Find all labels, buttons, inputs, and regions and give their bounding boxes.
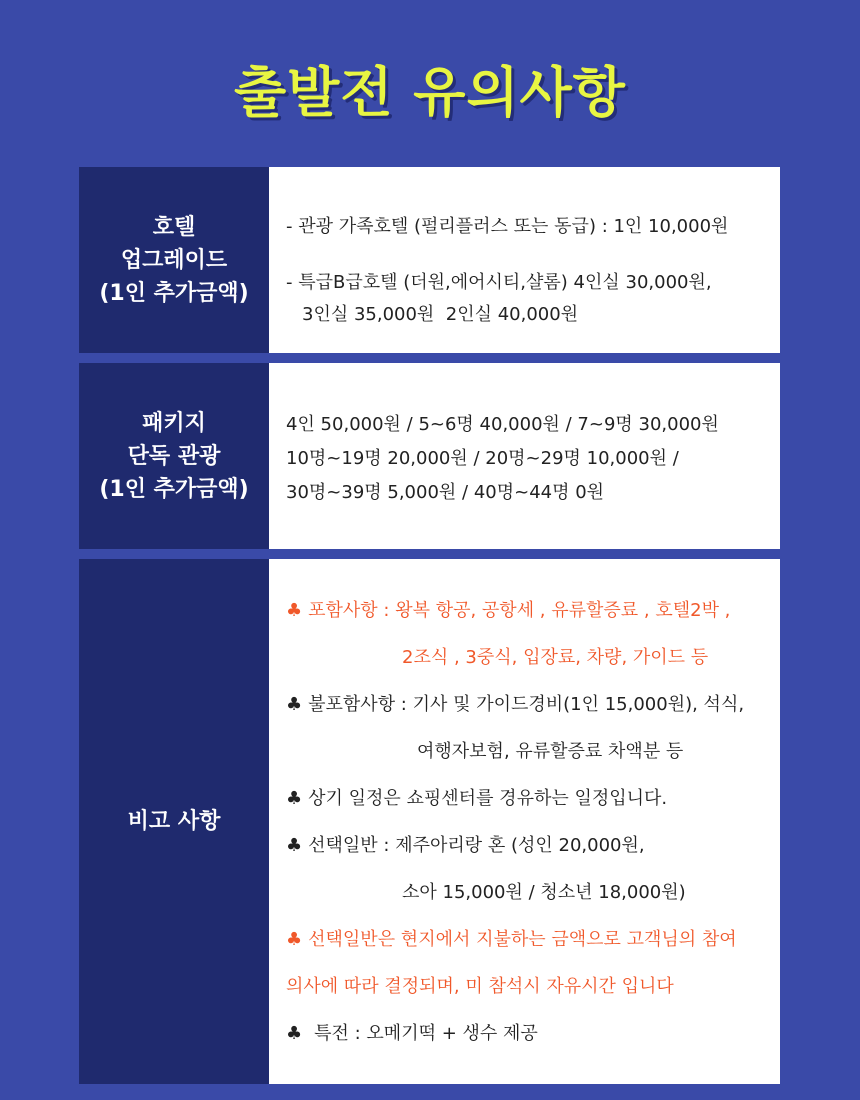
hotel-line-1: - 관광 가족호텔 (펄리플러스 또는 동급) : 1인 10,000원 (286, 216, 729, 237)
hotel-line-2: - 특급B급호텔 (더원,에어시티,샬롬) 4인실 30,000원, (286, 272, 712, 293)
club-icon: ♣ (286, 929, 303, 950)
included-line-2: 2조식 , 3중식, 입장료, 차량, 가이드 등 (402, 647, 709, 668)
package-line-2: 10명~19명 20,000원 / 20명~29명 10,000원 / (286, 448, 679, 469)
hotel-upgrade-content (269, 167, 780, 353)
club-icon: ♣ (286, 600, 303, 621)
club-icon: ♣ (286, 694, 303, 715)
page-title: 출발전 유의사항 (234, 61, 626, 124)
package-tour-label: 패키지 단독 관광 (1인 추가금액) (79, 363, 269, 549)
excluded-line-2: 여행자보험, 유류할증료 차액분 등 (417, 741, 684, 762)
shopping-line: ♣ 상기 일정은 쇼핑센터를 경유하는 일정입니다. (286, 775, 780, 822)
package-tour-content (269, 363, 780, 549)
excluded-line-1: ♣ 불포함사항 : 기사 및 가이드경비(1인 15,000원), 석식, (286, 681, 780, 728)
option-line-1: ♣ 선택일반 : 제주아리랑 혼 (성인 20,000원, (286, 822, 780, 869)
package-line-1: 4인 50,000원 / 5~6명 40,000원 / 7~9명 30,000원 (286, 414, 719, 435)
hotel-upgrade-label: 호텔 업그레이드 (1인 추가금액) (79, 167, 269, 353)
warning-line-1: ♣ 선택일반은 현지에서 지불하는 금액으로 고객님의 참여 (286, 916, 780, 963)
option-line-2: 소아 15,000원 / 청소년 18,000원) (402, 882, 686, 903)
hotel-upgrade-row (79, 167, 780, 353)
package-tour-row (79, 363, 780, 549)
included-line-1: ♣ 포함사항 : 왕복 항공, 공항세 , 유류할증료 , 호텔2박 , (286, 587, 780, 634)
club-icon: ♣ (286, 788, 303, 809)
hotel-line-3: 3인실 35,000원 2인실 40,000원 (302, 304, 579, 325)
package-line-3: 30명~39명 5,000원 / 40명~44명 0원 (286, 482, 605, 503)
notes-row (79, 559, 780, 1084)
benefit-line: ♣ 특전 : 오메기떡 + 생수 제공 (286, 1010, 780, 1057)
club-icon: ♣ (286, 835, 303, 856)
notes-label: 비고 사항 (79, 559, 269, 1084)
club-icon: ♣ (286, 1023, 303, 1044)
notes-content (269, 559, 780, 1084)
warning-line-2: 의사에 따라 결정되며, 미 참석시 자유시간 입니다 (286, 976, 674, 997)
